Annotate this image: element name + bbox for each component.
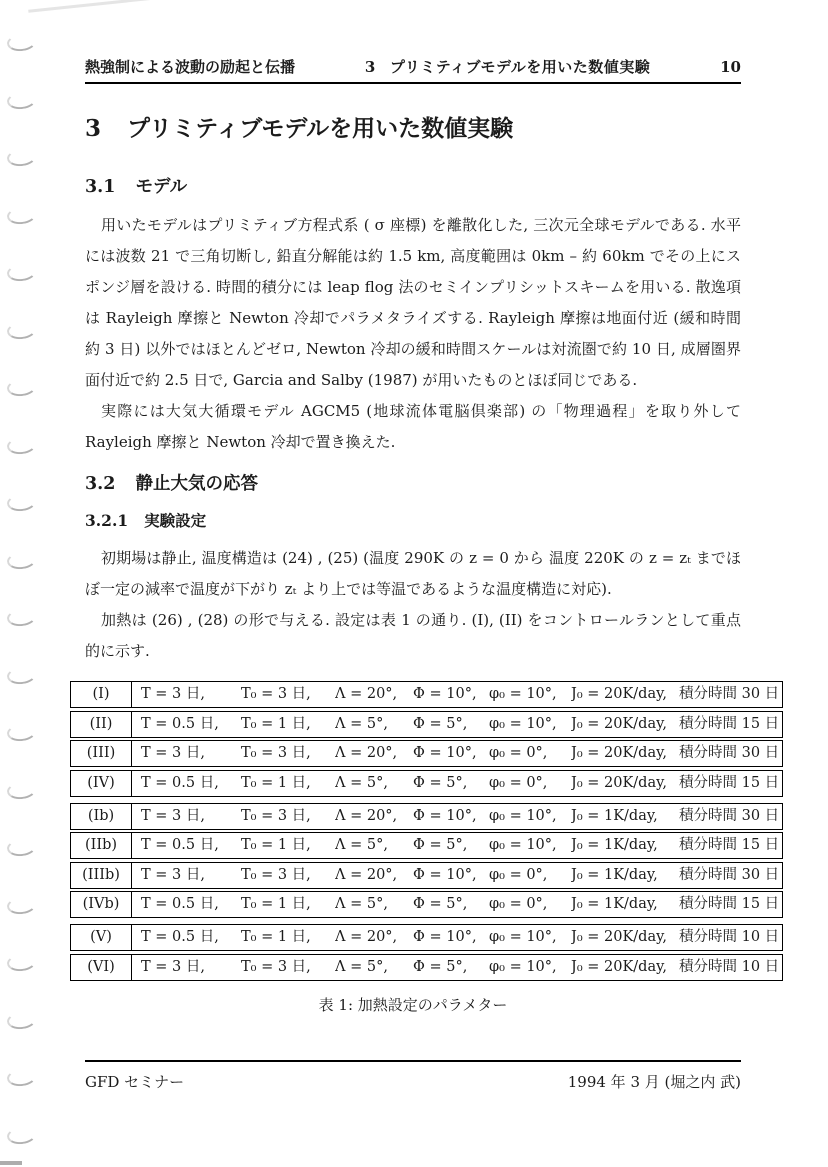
param-T0: T₀ = 1 日, bbox=[241, 929, 311, 945]
param-J0: J₀ = 20K/day, bbox=[571, 774, 667, 791]
param-T0: T₀ = 3 日, bbox=[241, 745, 311, 761]
spiral-hole-icon bbox=[6, 493, 37, 513]
param-Phi: Φ = 10°, bbox=[413, 745, 477, 761]
row-cells bbox=[132, 682, 786, 707]
param-J0: J₀ = 20K/day, bbox=[571, 958, 667, 975]
paragraph-model-1: 用いたモデルはプリミティブ方程式系 ( σ 座標) を離散化した, 三次元全球モデルである. 水平には波数 21 で三角切断し, 鉛直分解能は約 1.5 km, 高度範囲は 0km – 約 60km でその上にスポンジ層を設ける. 時間的積分には leap flog 法のセミインプリシットスキームを用いる. 散逸項は Rayleigh 摩擦と Newton 冷却でパラメタライズする. Rayleigh 摩擦は地面付近 (緩和時間約 3 日) 以外ではほとんどゼロ, Newton 冷却の緩和時間スケールは対流圏で約 10 日, 成層圏界面付近で約 2.5 日で, Garcia and Salby (1987) が用いたものとほぼ同じである. bbox=[85, 216, 741, 389]
subsection-response-heading bbox=[85, 470, 741, 495]
integration-time: 積分時間 15 日 bbox=[679, 896, 780, 912]
param-T: T = 0.5 日, bbox=[141, 929, 219, 945]
param-T0: T₀ = 1 日, bbox=[241, 774, 311, 791]
param-Phi: Φ = 5°, bbox=[413, 958, 468, 975]
subsection-model-heading bbox=[85, 173, 741, 198]
row-cells bbox=[132, 892, 786, 917]
scan-corner-mark bbox=[0, 1161, 22, 1165]
spiral-hole-icon bbox=[6, 205, 37, 225]
param-Lambda: Λ = 20°, bbox=[335, 929, 398, 945]
param-phi0: φ₀ = 10°, bbox=[489, 958, 557, 975]
row-cells bbox=[132, 955, 786, 980]
footer-seminar-name: GFD セミナー bbox=[85, 1073, 185, 1091]
param-phi0: φ₀ = 10°, bbox=[489, 715, 557, 732]
param-Phi: Φ = 5°, bbox=[413, 837, 468, 853]
integration-time: 積分時間 30 日 bbox=[679, 866, 780, 883]
spiral-hole-icon bbox=[6, 378, 37, 398]
param-J0: J₀ = 20K/day, bbox=[571, 929, 667, 945]
param-T0: T₀ = 3 日, bbox=[241, 866, 311, 883]
paragraph-model-2: 実際には大気大循環モデル AGCM5 (地球流体電脳倶楽部) の「物理過程」を取り外して Rayleigh 摩擦と Newton 冷却で置き換えた. bbox=[85, 402, 741, 451]
row-cells bbox=[132, 741, 786, 766]
param-phi0: φ₀ = 0°, bbox=[489, 774, 548, 791]
subsubsection-setup-heading bbox=[85, 509, 741, 531]
table-group-short-run bbox=[70, 924, 783, 981]
row-cells bbox=[132, 712, 786, 737]
param-Lambda: Λ = 5°, bbox=[335, 896, 388, 912]
param-T: T = 3 日, bbox=[141, 807, 205, 824]
spiral-hole-icon bbox=[6, 320, 37, 340]
param-phi0: φ₀ = 0°, bbox=[489, 866, 548, 883]
spiral-binding bbox=[0, 0, 42, 1167]
spiral-hole-icon bbox=[6, 780, 37, 800]
table-row-I bbox=[70, 681, 783, 708]
param-Lambda: Λ = 5°, bbox=[335, 774, 388, 791]
subsection-response-number: 3.2 bbox=[85, 474, 116, 494]
spiral-hole-icon bbox=[6, 263, 37, 283]
param-Phi: Φ = 5°, bbox=[413, 896, 468, 912]
param-Phi: Φ = 5°, bbox=[413, 774, 468, 791]
param-J0: J₀ = 1K/day, bbox=[571, 896, 658, 912]
integration-time: 積分時間 15 日 bbox=[679, 837, 780, 853]
row-cells bbox=[132, 863, 786, 888]
spiral-hole-icon bbox=[6, 1010, 37, 1030]
param-J0: J₀ = 1K/day, bbox=[571, 866, 658, 883]
row-cells bbox=[132, 925, 786, 950]
run-label: (II) bbox=[71, 712, 132, 737]
table-row-IIIb bbox=[70, 862, 783, 889]
param-phi0: φ₀ = 10°, bbox=[489, 807, 557, 824]
page-number: 10 bbox=[720, 58, 741, 76]
parameter-table bbox=[70, 681, 783, 981]
param-Phi: Φ = 5°, bbox=[413, 715, 468, 732]
param-phi0: φ₀ = 10°, bbox=[489, 837, 557, 853]
integration-time: 積分時間 30 日 bbox=[679, 807, 780, 824]
spiral-hole-icon bbox=[6, 608, 37, 628]
spiral-hole-icon bbox=[6, 1068, 37, 1088]
run-label: (III) bbox=[71, 741, 132, 766]
section-number: 3 bbox=[85, 115, 102, 142]
run-label: (V) bbox=[71, 925, 132, 950]
table-row-II bbox=[70, 711, 783, 738]
run-label: (Ib) bbox=[71, 804, 132, 829]
row-cells bbox=[132, 804, 786, 829]
param-T: T = 0.5 日, bbox=[141, 837, 219, 853]
run-label: (IIIb) bbox=[71, 863, 132, 888]
header-section-number: 3 bbox=[364, 58, 376, 76]
spiral-hole-icon bbox=[6, 90, 37, 110]
subsubsection-setup-number: 3.2.1 bbox=[85, 511, 129, 530]
param-T: T = 0.5 日, bbox=[141, 774, 219, 791]
param-Lambda: Λ = 5°, bbox=[335, 958, 388, 975]
param-T0: T₀ = 1 日, bbox=[241, 837, 311, 853]
spiral-hole-icon bbox=[6, 148, 37, 168]
param-J0: J₀ = 20K/day, bbox=[571, 745, 667, 761]
spiral-hole-icon bbox=[6, 435, 37, 455]
subsection-model-number: 3.1 bbox=[85, 177, 116, 197]
param-T: T = 3 日, bbox=[141, 958, 205, 975]
param-phi0: φ₀ = 0°, bbox=[489, 896, 548, 912]
param-J0: J₀ = 1K/day, bbox=[571, 837, 658, 853]
integration-time: 積分時間 10 日 bbox=[679, 929, 780, 945]
param-T0: T₀ = 1 日, bbox=[241, 715, 311, 732]
footer-date-author: 1994 年 3 月 (堀之内 武) bbox=[567, 1073, 741, 1091]
spiral-hole-icon bbox=[6, 895, 37, 915]
run-label: (IV) bbox=[71, 771, 132, 796]
table-group-weak-heating bbox=[70, 803, 783, 919]
subsection-response-title: 静止大気の応答 bbox=[135, 474, 258, 494]
spiral-hole-icon bbox=[6, 665, 37, 685]
run-label: (VI) bbox=[71, 955, 132, 980]
param-T: T = 3 日, bbox=[141, 686, 205, 702]
param-J0: J₀ = 1K/day, bbox=[571, 807, 658, 824]
page-content bbox=[82, 0, 780, 1015]
param-T0: T₀ = 3 日, bbox=[241, 686, 311, 702]
header-section-title: プリミティブモデルを用いた数値実験 bbox=[389, 58, 651, 76]
table-group-control bbox=[70, 681, 783, 797]
param-T: T = 0.5 日, bbox=[141, 715, 219, 732]
param-J0: J₀ = 20K/day, bbox=[571, 715, 667, 732]
param-phi0: φ₀ = 10°, bbox=[489, 686, 557, 702]
param-Phi: Φ = 10°, bbox=[413, 866, 477, 883]
table-row-IVb bbox=[70, 891, 783, 918]
param-Lambda: Λ = 20°, bbox=[335, 807, 398, 824]
table-caption: 表 1: 加熱設定のパラメター bbox=[318, 995, 508, 1014]
param-T0: T₀ = 3 日, bbox=[241, 807, 311, 824]
param-T: T = 3 日, bbox=[141, 745, 205, 761]
param-T0: T₀ = 3 日, bbox=[241, 958, 311, 975]
run-label: (IVb) bbox=[71, 892, 132, 917]
table-row-IIb bbox=[70, 832, 783, 859]
page-footer bbox=[85, 1060, 741, 1092]
table-row-Ib bbox=[70, 803, 783, 830]
subsubsection-setup-title: 実験設定 bbox=[144, 511, 207, 530]
row-cells bbox=[132, 833, 786, 858]
param-Lambda: Λ = 20°, bbox=[335, 745, 398, 761]
spiral-hole-icon bbox=[6, 953, 37, 973]
param-phi0: φ₀ = 10°, bbox=[489, 929, 557, 945]
row-cells bbox=[132, 771, 786, 796]
param-phi0: φ₀ = 0°, bbox=[489, 745, 548, 761]
param-Phi: Φ = 10°, bbox=[413, 686, 477, 702]
paragraph-setup-2: 加熱は (26) , (28) の形で与える. 設定は表 1 の通り. (I), (II) をコントロールランとして重点的に示す. bbox=[85, 611, 741, 660]
running-header bbox=[85, 0, 741, 84]
param-Phi: Φ = 10°, bbox=[413, 807, 477, 824]
spiral-hole-icon bbox=[6, 838, 37, 858]
integration-time: 積分時間 10 日 bbox=[679, 958, 780, 975]
spiral-hole-icon bbox=[6, 550, 37, 570]
integration-time: 積分時間 30 日 bbox=[679, 745, 780, 761]
subsection-model-title: モデル bbox=[135, 177, 188, 197]
integration-time: 積分時間 15 日 bbox=[679, 715, 780, 732]
param-T: T = 3 日, bbox=[141, 866, 205, 883]
param-Lambda: Λ = 5°, bbox=[335, 837, 388, 853]
table-row-III bbox=[70, 740, 783, 767]
table-row-V bbox=[70, 924, 783, 951]
run-label: (IIb) bbox=[71, 833, 132, 858]
param-T0: T₀ = 1 日, bbox=[241, 896, 311, 912]
header-section-ref bbox=[365, 56, 650, 77]
run-label: (I) bbox=[71, 682, 132, 707]
header-document-title: 熱強制による波動の励起と伝播 bbox=[85, 58, 296, 76]
param-Lambda: Λ = 20°, bbox=[335, 686, 398, 702]
spiral-hole-icon bbox=[6, 33, 37, 53]
param-Phi: Φ = 10°, bbox=[413, 929, 477, 945]
param-Lambda: Λ = 5°, bbox=[335, 715, 388, 732]
param-T: T = 0.5 日, bbox=[141, 896, 219, 912]
table-row-IV bbox=[70, 770, 783, 797]
section-heading bbox=[85, 110, 741, 143]
param-J0: J₀ = 20K/day, bbox=[571, 686, 667, 702]
table-row-VI bbox=[70, 954, 783, 981]
spiral-hole-icon bbox=[6, 1125, 37, 1145]
section-title: プリミティブモデルを用いた数値実験 bbox=[127, 115, 514, 142]
integration-time: 積分時間 15 日 bbox=[679, 774, 780, 791]
integration-time: 積分時間 30 日 bbox=[679, 686, 780, 702]
paragraph-setup-1: 初期場は静止, 温度構造は (24) , (25) (温度 290K の z = 0 から 温度 220K の z = zₜ までほぼ一定の減率で温度が下がり zₜ より上では等温であるような温度構造に対応). bbox=[85, 549, 741, 598]
param-Lambda: Λ = 20°, bbox=[335, 866, 398, 883]
spiral-hole-icon bbox=[6, 723, 37, 743]
